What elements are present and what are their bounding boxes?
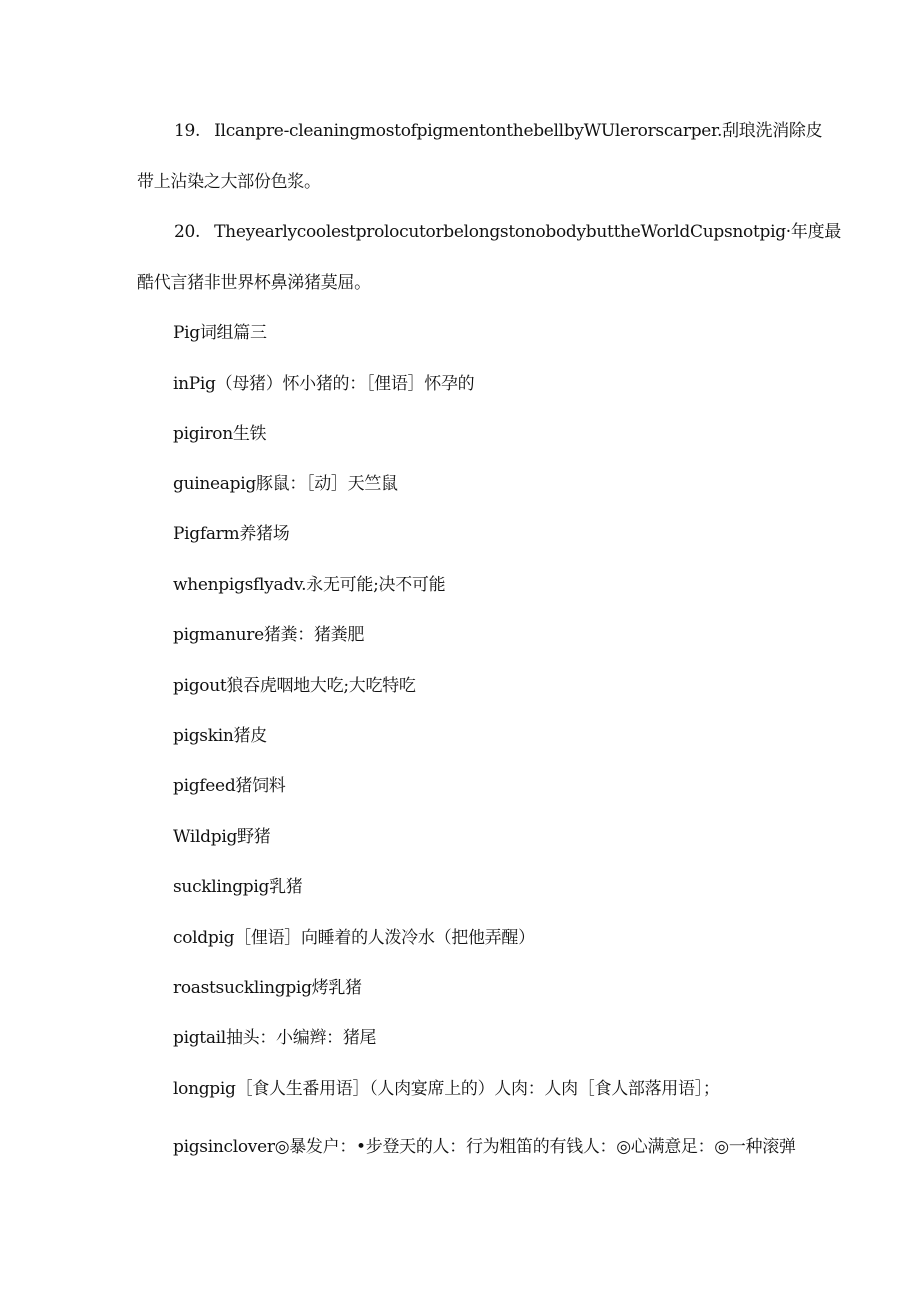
list-item: longpig［食人生番用语］（人肉宴席上的）人肉：人肉［食人部落用语］； — [173, 1079, 720, 1099]
list-item: Wildpig野猪 — [173, 827, 271, 847]
list-item: pigiron生铁 — [173, 424, 267, 444]
list-item: guineapig豚鼠：［动］天竺鼠 — [173, 474, 398, 494]
list-item: inPig（母猪）怀小猪的：［俚语］怀孕的 — [173, 374, 475, 394]
list-item: Pigfarm养猪场 — [173, 524, 290, 544]
paragraph-20-line-1 — [174, 221, 841, 243]
list-item: coldpig［俚语］向睡着的人泼冷水（把他弄醒） — [173, 928, 535, 948]
paragraph-text: Ilcanpre-cleaningmostofpigmentonthebellbyWUlerorscarper.刮琅洗消除皮 — [214, 121, 823, 141]
paragraph-19-line-2: 带上沾染之大部份色浆。 — [137, 172, 321, 192]
paragraph-text: TheyearlycoolestprolocutorbelongstonobodybuttheWorldCupsnotpig·年度最 — [214, 222, 841, 242]
list-item: pigskin猪皮 — [173, 726, 267, 746]
paragraph-19-line-1 — [174, 120, 822, 142]
list-item: pigtail抽头：小编辫：猪尾 — [173, 1028, 377, 1048]
paragraph-number: 19. — [174, 121, 201, 141]
list-item: sucklingpig乳猪 — [173, 877, 303, 897]
list-item: whenpigsflyadv.永无可能;决不可能 — [173, 575, 446, 595]
list-item: pigfeed猪饲料 — [173, 776, 286, 796]
list-item: roastsucklingpig烤乳猪 — [173, 978, 362, 998]
list-item: pigmanure猪粪：猪粪肥 — [173, 625, 365, 645]
list-item: pigsinclover◎暴发户：•步登天的人：行为粗笛的有钱人：◎心满意足：◎一种滚弹 — [173, 1137, 796, 1157]
paragraph-20-line-2: 酷代言猪非世界杯鼻涕猪莫屈。 — [137, 273, 371, 293]
paragraph-number: 20. — [174, 222, 201, 242]
list-item: pigout狼吞虎咽地大吃;大吃特吃 — [173, 676, 416, 696]
section-heading: Pig词组篇三 — [173, 323, 267, 343]
